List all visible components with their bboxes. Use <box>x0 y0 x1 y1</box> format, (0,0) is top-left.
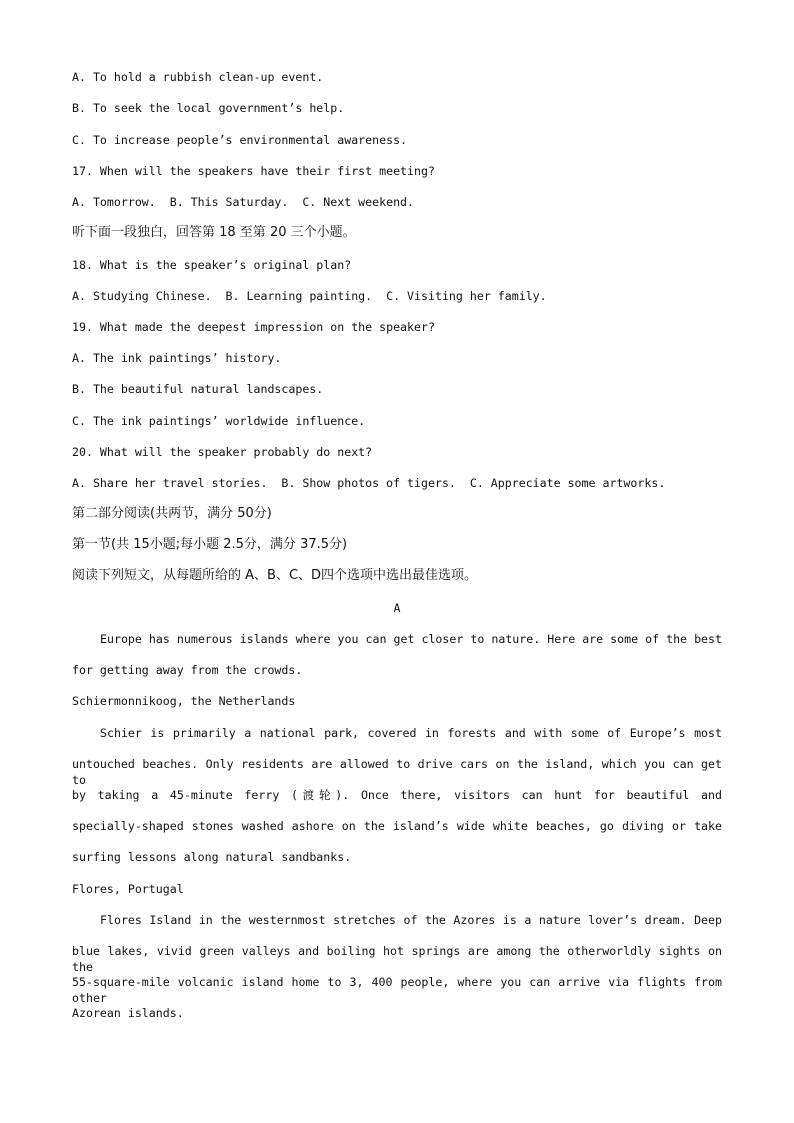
q16-option-c: C. To increase people’s environmental awareness. <box>72 133 408 147</box>
q19-option-a: A. The ink paintings’ history. <box>72 351 282 365</box>
intro-line-1: Europe has numerous islands where you can get closer to nature. Here are some of the best <box>100 632 722 646</box>
part-title: 第二部分阅读(共两节，满分 50分) <box>72 506 272 521</box>
reading-instruction: 阅读下列短文，从每题所给的 A、B、C、D四个选项中选出最佳选项。 <box>72 568 478 583</box>
passage-label: A <box>393 601 401 615</box>
question-18: 18. What is the speaker’s original plan? <box>72 258 352 272</box>
q20-options: A. Share her travel stories. B. Show photos of tigers. C. Appreciate some artworks. <box>72 476 666 490</box>
island1-line-5: surfing lessons along natural sandbanks. <box>72 850 352 864</box>
island1-line-2: untouched beaches. Only residents are allowed to drive cars on the island, which you can get to <box>72 757 722 787</box>
section-title: 第一节(共 15小题;每小题 2.5分，满分 37.5分) <box>72 537 348 552</box>
island1-line-4: specially-shaped stones washed ashore on the island’s wide white beaches, go diving or take <box>72 819 722 833</box>
q19-option-c: C. The ink paintings’ worldwide influence. <box>72 414 366 428</box>
q16-option-b: B. To seek the local government’s help. <box>72 101 345 115</box>
question-20: 20. What will the speaker probably do next? <box>72 445 373 459</box>
intro-line-2: for getting away from the crowds. <box>72 663 303 677</box>
q19-option-b: B. The beautiful natural landscapes. <box>72 382 324 396</box>
island1-line-3: by taking a 45-minute ferry (渡轮). Once there, visitors can hunt for beautiful and <box>72 788 722 802</box>
island2-line-1: Flores Island in the westernmost stretches of the Azores is a nature lover’s dream. Deep <box>100 913 722 927</box>
q16-option-a: A. To hold a rubbish clean-up event. <box>72 70 324 84</box>
question-17: 17. When will the speakers have their first meeting? <box>72 164 435 178</box>
q17-options: A. Tomorrow. B. This Saturday. C. Next weekend. <box>72 195 415 209</box>
island2-line-3: 55-square-mile volcanic island home to 3, 400 people, where you can arrive via flights from other <box>72 975 722 1005</box>
q18-options: A. Studying Chinese. B. Learning painting. C. Visiting her family. <box>72 289 547 303</box>
instruction-18-20: 听下面一段独白，回答第 18 至第 20 三个小题。 <box>72 225 356 240</box>
island2-line-4: Azorean islands. <box>72 1006 184 1020</box>
island1-line-1: Schier is primarily a national park, covered in forests and with some of Europe’s most <box>100 726 722 740</box>
island-heading-flores: Flores, Portugal <box>72 882 184 896</box>
island2-line-2: blue lakes, vivid green valleys and boiling hot springs are among the otherworldly sights on the <box>72 944 722 974</box>
question-19: 19. What made the deepest impression on the speaker? <box>72 320 435 334</box>
island-heading-schiermonnikoog: Schiermonnikoog, the Netherlands <box>72 694 296 708</box>
